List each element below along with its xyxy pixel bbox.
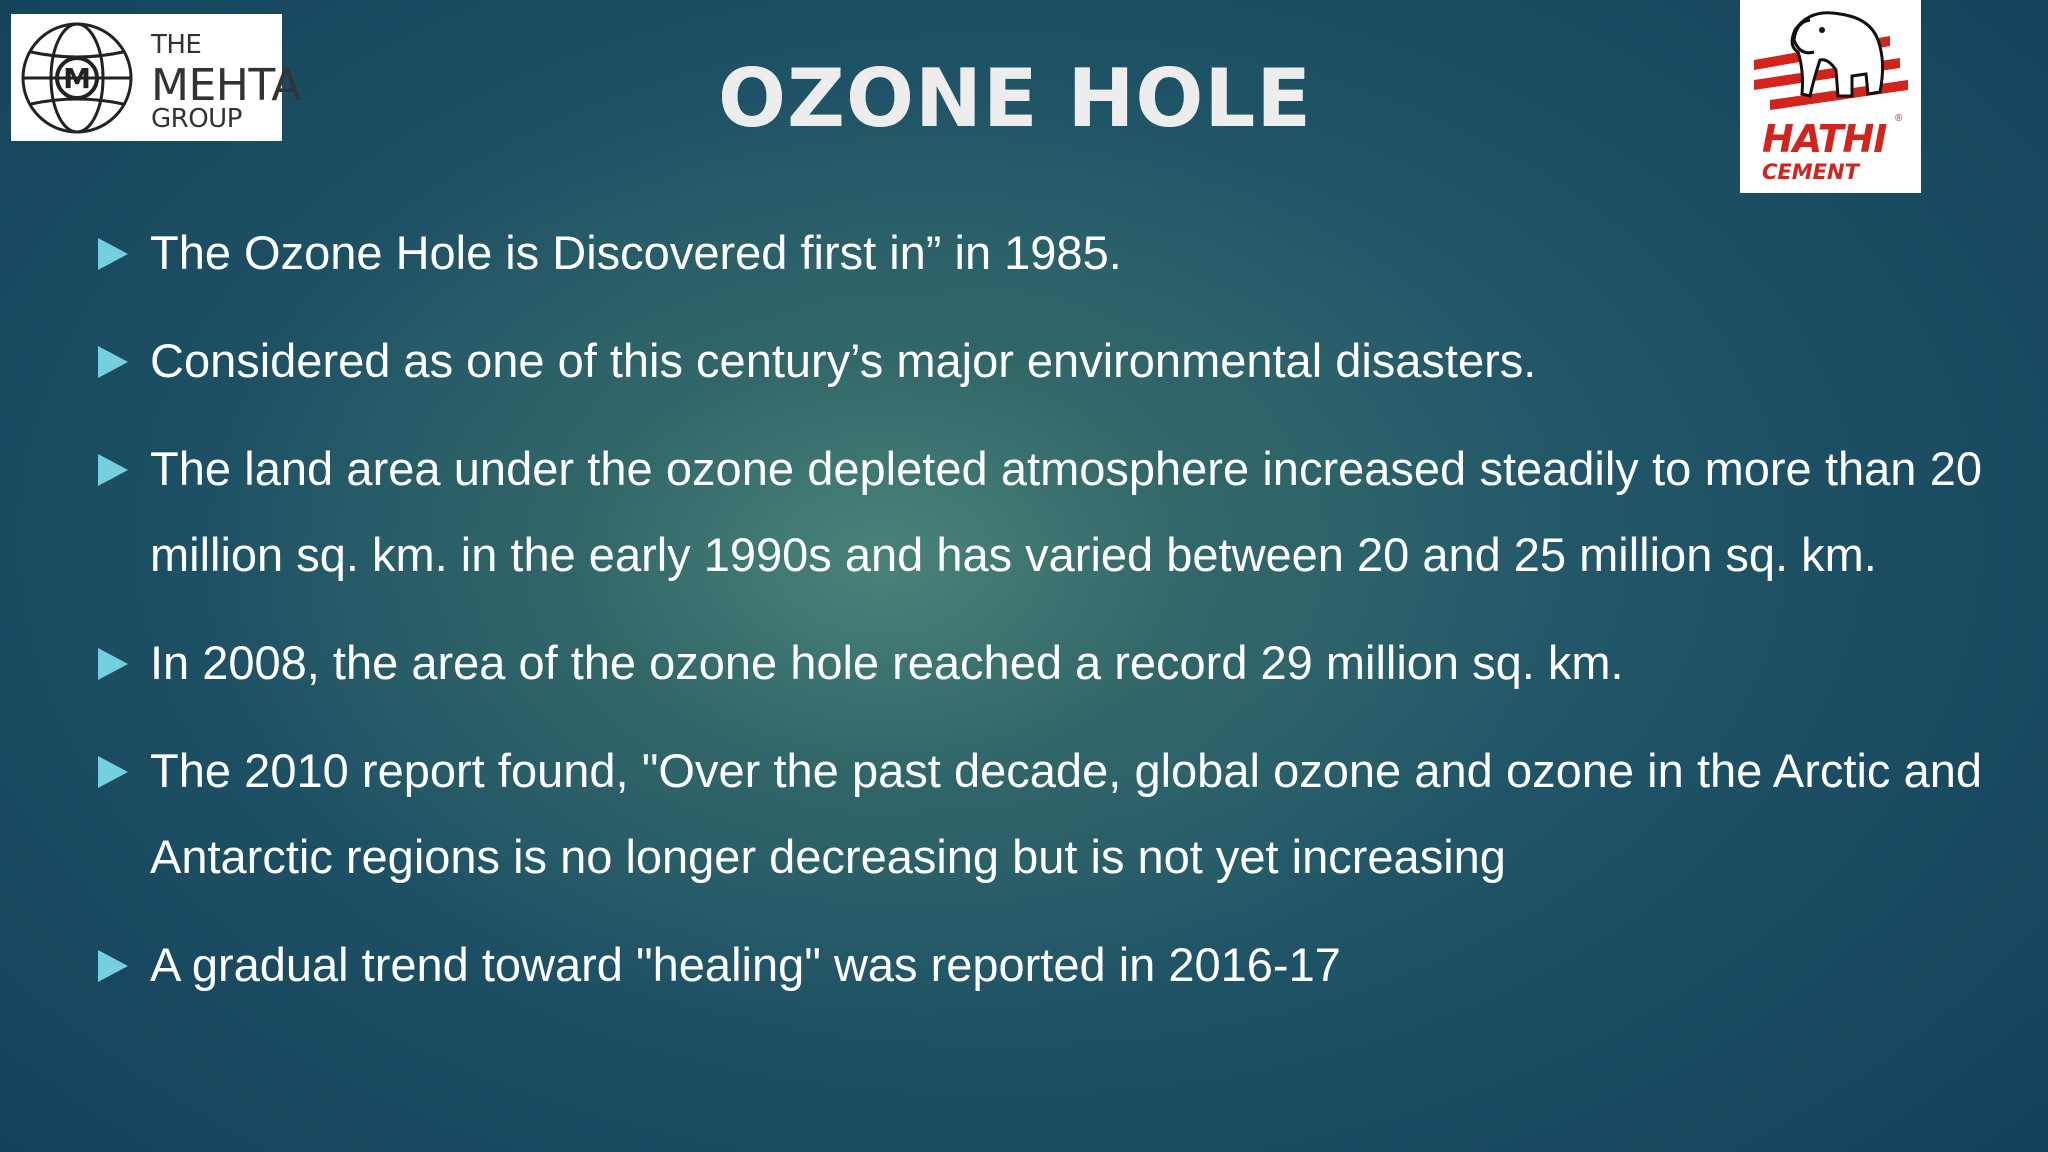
bullet-text: The Ozone Hole is Discovered first in” in 1985. bbox=[150, 226, 1122, 279]
bullet-item bbox=[94, 210, 1982, 296]
logo-text-mehta: MEHTA bbox=[151, 60, 301, 111]
triangle-right-icon bbox=[98, 950, 128, 982]
triangle-right-icon bbox=[98, 238, 128, 270]
triangle-right-icon bbox=[98, 346, 128, 378]
logo-text-cement: CEMENT bbox=[1762, 160, 1859, 184]
bullet-item bbox=[94, 922, 1982, 1008]
bullet-item bbox=[94, 318, 1982, 404]
mehta-group-logo bbox=[11, 14, 301, 141]
bullet-text: The land area under the ozone depleted atmosphere increased steadily to more than 20 million sq. km. in the early 1990s and has varied between 20 and 25 million sq. km. bbox=[150, 442, 1982, 581]
bullet-list bbox=[94, 210, 1982, 1030]
elephant-icon bbox=[1740, 0, 1921, 120]
hathi-cement-logo bbox=[1740, 0, 1921, 193]
logo-text-group: GROUP bbox=[151, 104, 242, 134]
triangle-right-icon bbox=[98, 454, 128, 486]
bullet-item bbox=[94, 728, 1982, 900]
registered-mark: ® bbox=[1895, 113, 1903, 124]
logo-text-hathi: HATHI bbox=[1762, 117, 1887, 161]
globe-icon bbox=[11, 14, 151, 141]
svg-text:M: M bbox=[63, 62, 91, 95]
bullet-text: In 2008, the area of the ozone hole reached a record 29 million sq. km. bbox=[150, 636, 1624, 689]
logo-text-the: THE bbox=[151, 30, 202, 60]
bullet-text: Considered as one of this century’s major environmental disasters. bbox=[150, 334, 1537, 387]
triangle-right-icon bbox=[98, 756, 128, 788]
triangle-right-icon bbox=[98, 648, 128, 680]
bullet-text: A gradual trend toward "healing" was reported in 2016-17 bbox=[150, 938, 1341, 991]
bullet-item bbox=[94, 620, 1982, 706]
bullet-text: The 2010 report found, "Over the past decade, global ozone and ozone in the Arctic and Antarctic regions is no longer decreasing but is not yet increasing bbox=[150, 744, 1982, 883]
bullet-item bbox=[94, 426, 1982, 598]
slide-title: OZONE HOLE bbox=[717, 52, 1313, 145]
